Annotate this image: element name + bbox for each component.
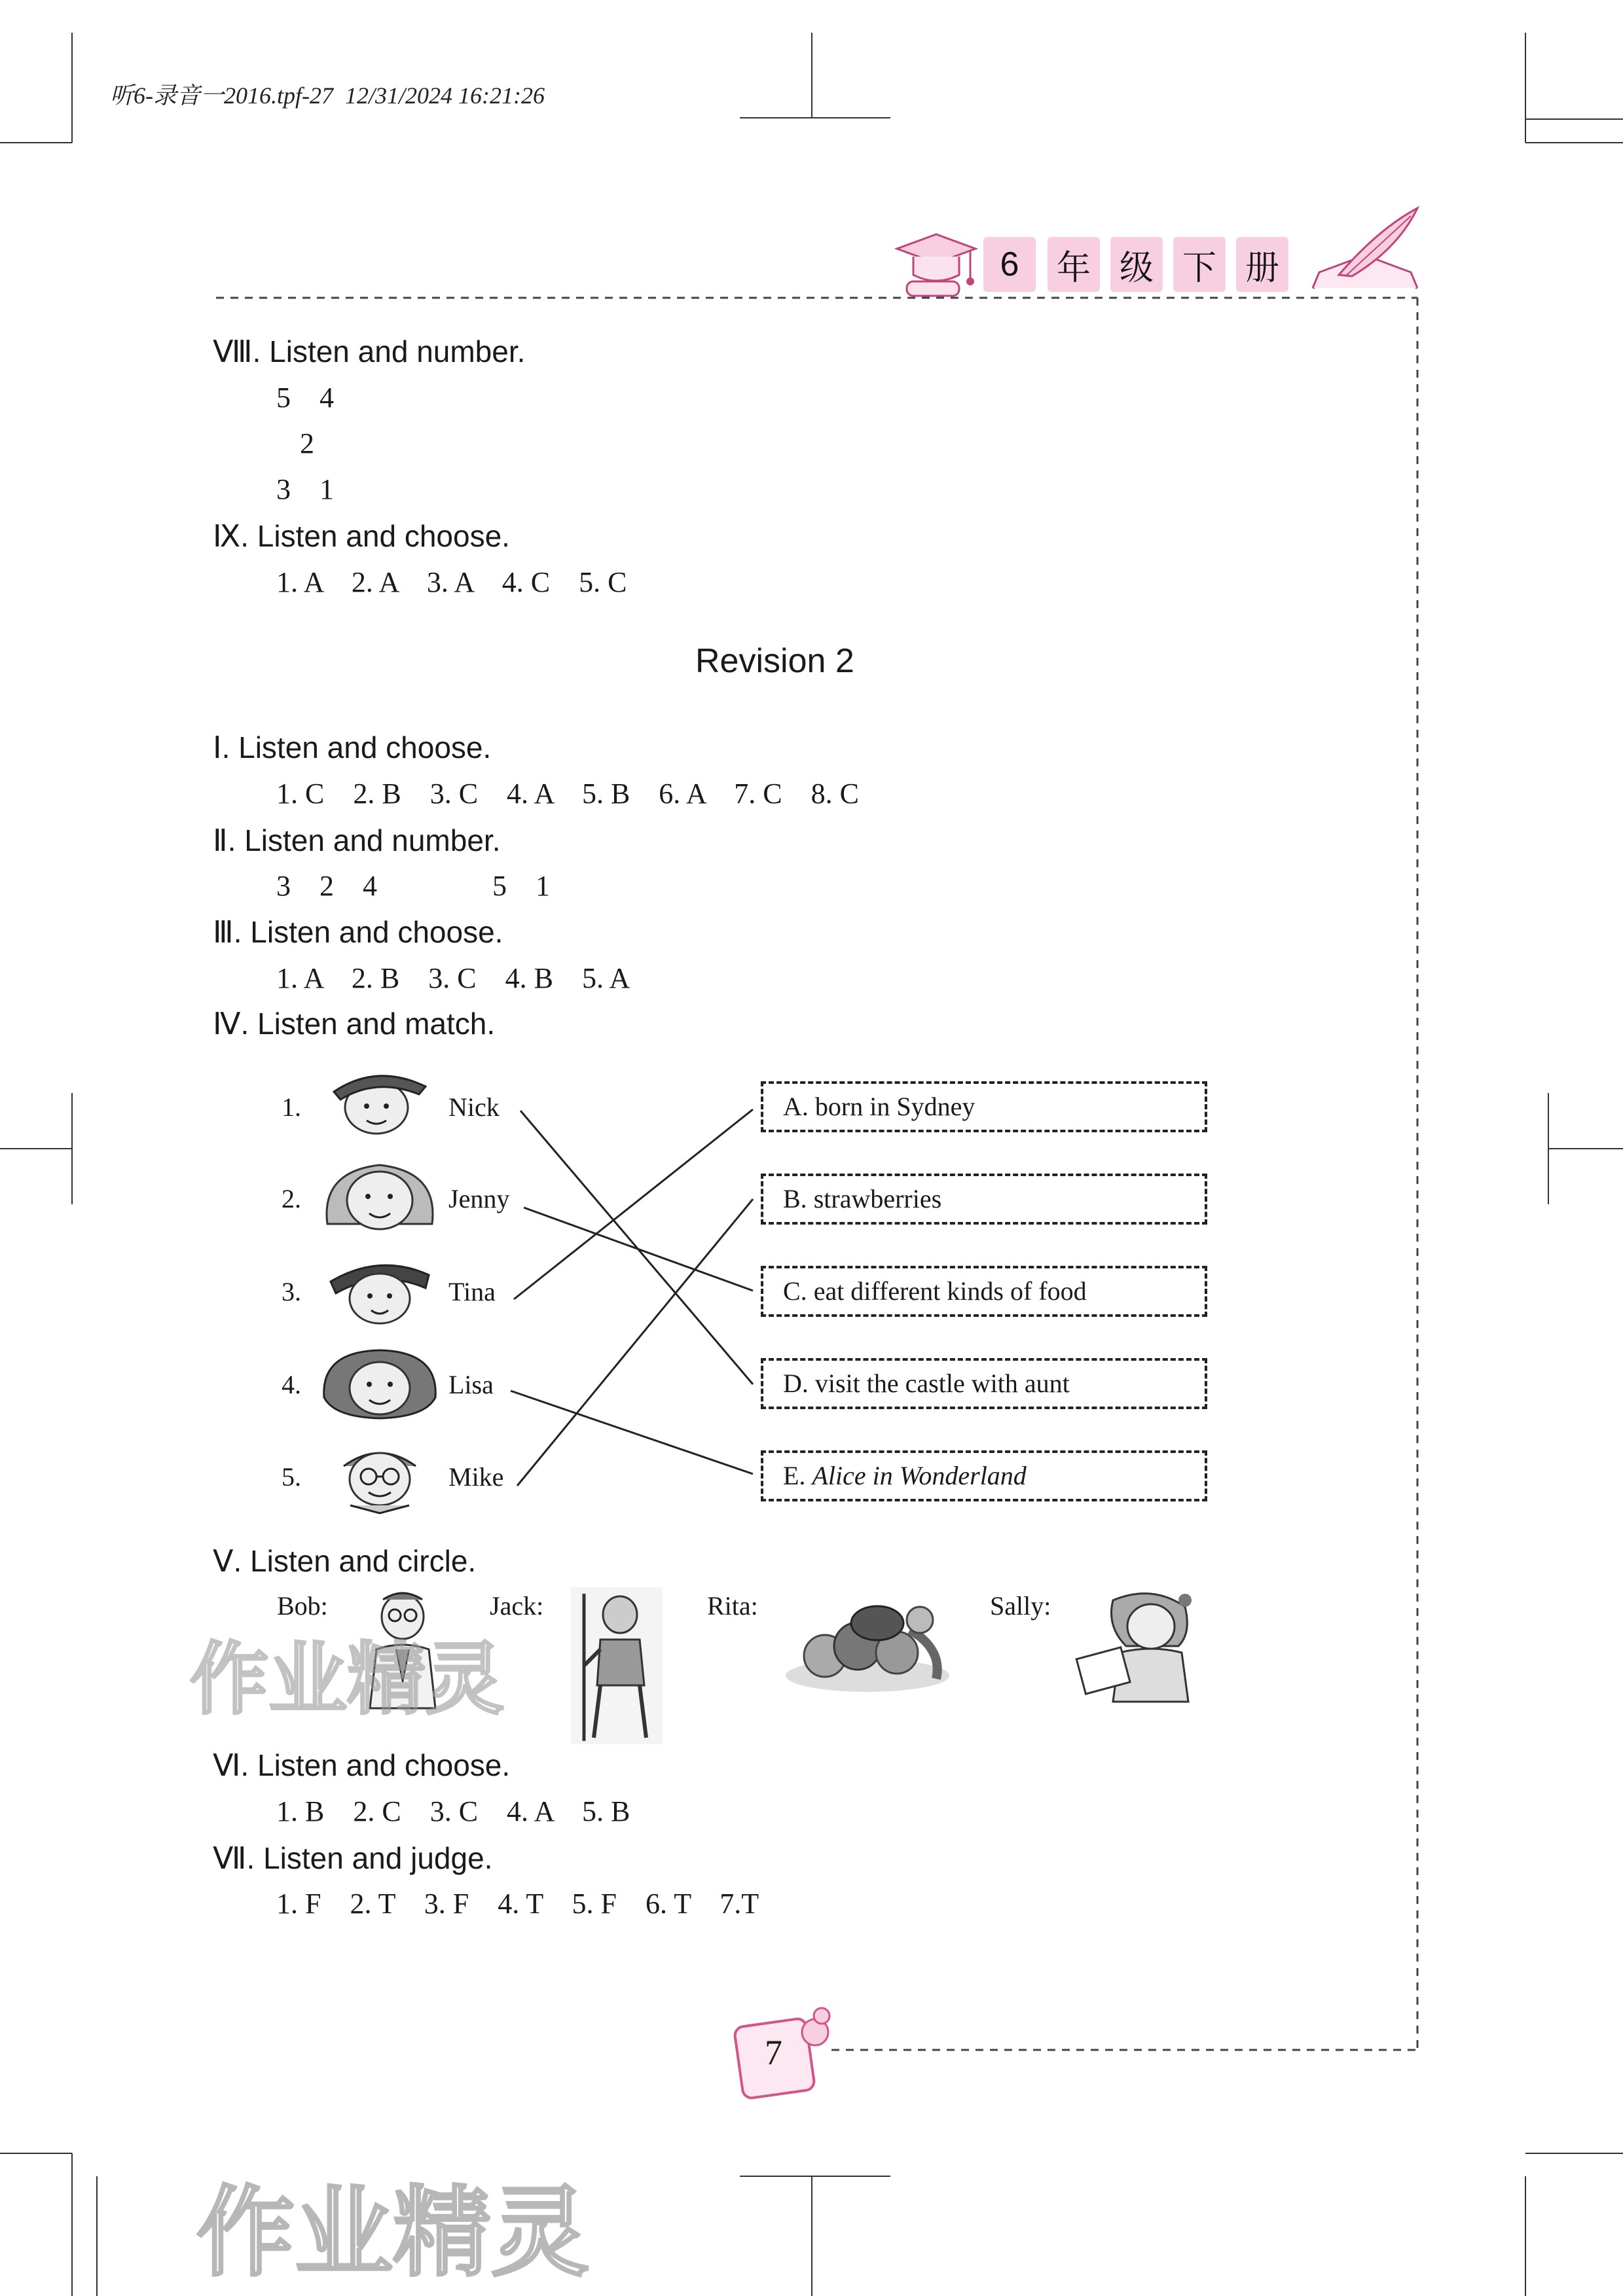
- section-ix-title: Ⅸ. Listen and choose.: [213, 519, 510, 553]
- section-ii-title: Ⅱ. Listen and number.: [213, 823, 501, 857]
- section-i-answers: 1. C 2. B 3. C 4. A 5. B 6. A 7. C 8. C: [276, 778, 859, 810]
- match-line-4-e: [511, 1391, 753, 1474]
- section-viii-answers-row3: 3 1: [276, 473, 334, 505]
- person-number: 5.: [282, 1462, 301, 1492]
- watermark-text: 作业精灵: [190, 1634, 504, 1725]
- section-viii-answers-row2: 2: [300, 427, 314, 459]
- person-name-nick: Nick: [448, 1092, 500, 1122]
- person-number: 1.: [282, 1092, 301, 1122]
- section-viii-title: Ⅷ. Listen and number.: [213, 334, 526, 368]
- revision-title: Revision 2: [695, 642, 854, 680]
- person-name-tina: Tina: [448, 1277, 496, 1306]
- option-letter: A.: [783, 1092, 809, 1121]
- jack-label: Jack:: [490, 1591, 544, 1621]
- section-vii-title: Ⅶ. Listen and judge.: [213, 1841, 493, 1875]
- print-meta-line: 听6-录音一2016.tpf-27 12/31/2024 16:21:26: [110, 82, 545, 109]
- person-number: 3.: [282, 1277, 301, 1306]
- page-number-badge: [727, 2003, 845, 2108]
- jack-monkey-king-image: [571, 1587, 663, 1744]
- page-number: 7: [765, 2033, 782, 2072]
- option-text: strawberries: [813, 1184, 942, 1213]
- person-name-mike: Mike: [448, 1462, 504, 1492]
- section-vii-answers: 1. F 2. T 3. F 4. T 5. F 6. T 7.T: [276, 1888, 759, 1920]
- option-letter: E.: [783, 1461, 806, 1490]
- option-letter: D.: [783, 1369, 809, 1398]
- option-letter: C.: [783, 1276, 807, 1306]
- match-line-3-a: [514, 1109, 753, 1299]
- section-iii-answers: 1. A 2. B 3. C 4. B 5. A: [276, 962, 630, 994]
- person-name-lisa: Lisa: [448, 1370, 494, 1399]
- option-text: Alice in Wonderland: [812, 1461, 1027, 1490]
- option-text: eat different kinds of food: [813, 1276, 1087, 1306]
- match-line-2-c: [524, 1208, 753, 1291]
- header-char-box: 级: [1110, 237, 1163, 292]
- person-name-jenny: Jenny: [448, 1184, 510, 1213]
- section-v-title: Ⅴ. Listen and circle.: [213, 1544, 477, 1578]
- header-char-box: 年: [1048, 237, 1100, 292]
- section-i-title: Ⅰ. Listen and choose.: [213, 730, 492, 764]
- watermark-text: 作业精灵: [196, 2176, 590, 2290]
- section-vi-answers: 1. B 2. C 3. C 4. A 5. B: [276, 1795, 630, 1827]
- rita-vegetables-image: [779, 1584, 956, 1695]
- section-ii-answers: 3 2 4 5 1: [276, 870, 550, 902]
- section-vi-title: Ⅵ. Listen and choose.: [213, 1748, 511, 1782]
- header-char-box: 下: [1173, 237, 1226, 292]
- person-number: 4.: [282, 1370, 301, 1399]
- option-text: born in Sydney: [814, 1092, 976, 1121]
- header-grade-box: 6: [983, 237, 1036, 292]
- rita-label: Rita:: [707, 1591, 758, 1621]
- person-number: 2.: [282, 1184, 301, 1213]
- section-iii-title: Ⅲ. Listen and choose.: [213, 915, 503, 949]
- header-char-box: 册: [1236, 237, 1288, 292]
- section-ix-answers: 1. A 2. A 3. A 4. C 5. C: [276, 566, 627, 598]
- option-letter: B.: [783, 1184, 807, 1213]
- section-viii-answers-row1: 5 4: [276, 382, 334, 414]
- sally-label: Sally:: [990, 1591, 1051, 1621]
- section-iv-title: Ⅳ. Listen and match.: [213, 1007, 496, 1041]
- option-text: visit the castle with aunt: [814, 1369, 1070, 1398]
- sally-reading-girl-image: [1074, 1587, 1205, 1705]
- bob-label: Bob:: [277, 1591, 328, 1621]
